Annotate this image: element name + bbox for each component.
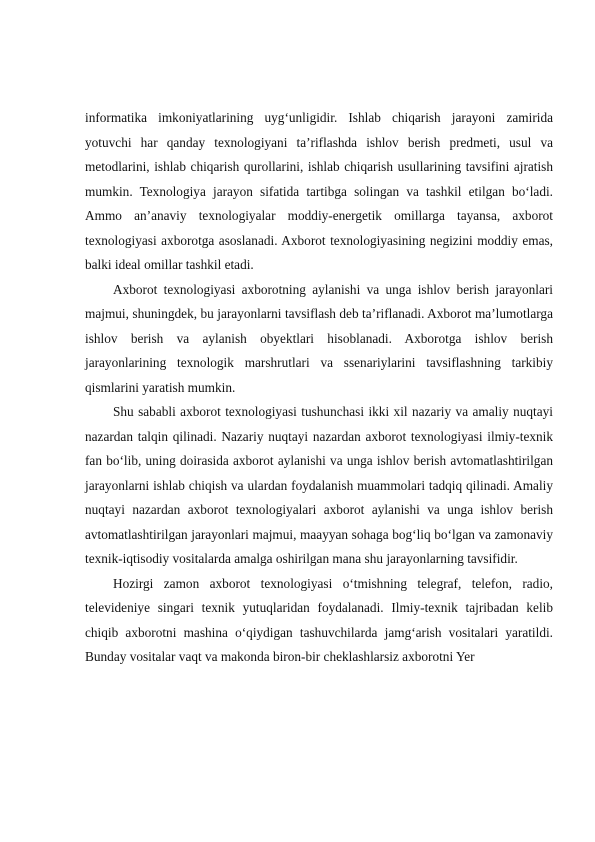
paragraph-2: Axborot texnologiyasi axborotning aylanishi va unga ishlov berish jarayonlari majmui, shuningdek, bu jarayonlarni tavsiflash deb ta’riflanadi. Axborot ma’lumotlarga ishlov berish va aylanish obyektlari hisoblanadi. Axborotga ishlov berish jarayonlarining texnologik marshrutlari va ssenariylarini tavsiflashning tarkibiy qismlarini yaratish mumkin. — [85, 281, 553, 395]
paragraph-3: Shu sababli axborot texnologiyasi tushunchasi ikki xil nazariy va amaliy nuqtayi nazardan talqin qilinadi. Nazariy nuqtayi nazardan axborot texnologiyasi ilmiy-texnik fan bo‘lib, uning doirasida axborot aylanishi va unga ishlov berish avtomatlashtirilgan jarayonlarni ishlab chiqish va ulardan foydalanish muammolari tadqiq qilinadi. Amaliy nuqtayi nazardan axborot texnologiyalari axborot aylanishi va unga ishlov berish avtomatlashtirilgan jarayonlari majmui, maayyan sohaga bog‘liq bo‘lgan va zamonaviy texnik-iqtisodiy vositalarda amalga oshirilgan mana shu jarayonlarning tavsifidir. — [85, 404, 553, 566]
paragraph-1: informatika imkoniyatlarining uyg‘unligidir. Ishlab chiqarish jarayoni zamirida yotuvchi har qanday texnologiyani ta’riflashda ishlov berish predmeti, usul va metodlarini, ishlab chiqarish qurollarini, ishlab chiqarish usullarining tavsifini ajratish mumkin. Texnologiya jarayon sifatida tartibga solingan va tashkil etilgan bo‘ladi. Ammo an’anaviy texnologiyalar moddiy-energetik omillarga tayansa, axborot texnologiyasi axborotga asoslanadi. Axborot texnologiyasining negizini moddiy emas, balki ideal omillar tashkil etadi. — [85, 110, 553, 272]
paragraph-4: Hozirgi zamon axborot texnologiyasi o‘tmishning telegraf, telefon, radio, televideniye singari texnik yutuqlaridan foydalanadi. Ilmiy-texnik tajribadan kelib chiqib axborotni mashina o‘qiydigan tashuvchilarda jamg‘arish vositalari yaratildi. Bunday vositalar vaqt va makonda biron-bir cheklashlarsiz axborotni Yer — [85, 575, 553, 664]
body-text — [85, 106, 553, 670]
